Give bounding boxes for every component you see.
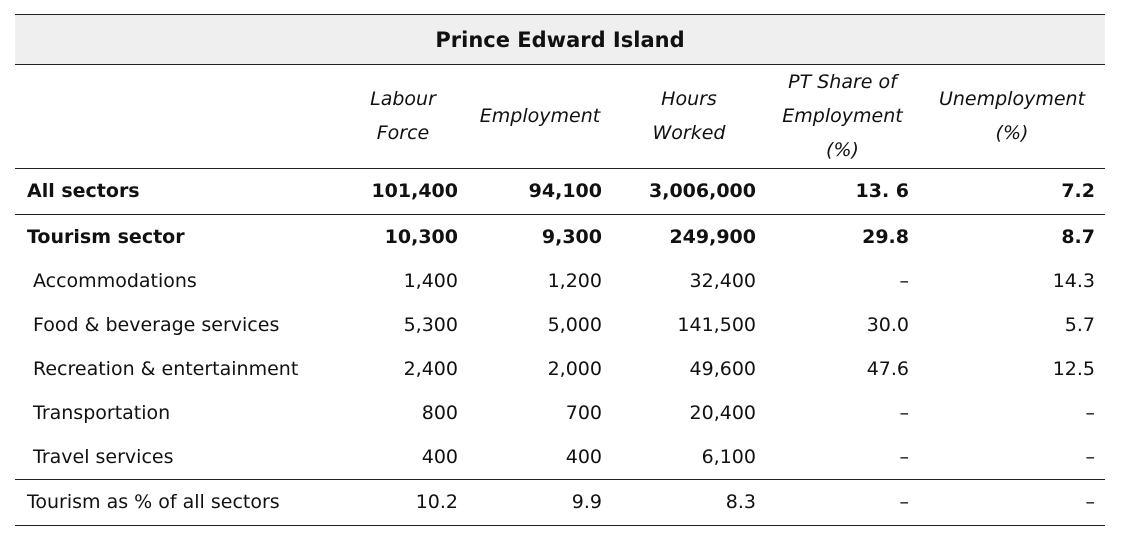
cell-unemployment: 12.5	[1052, 357, 1095, 380]
row-label: All sectors	[15, 168, 338, 214]
cell-hours-worked: 49,600	[689, 357, 756, 380]
header-line: Unemployment	[938, 88, 1086, 111]
cell-unemployment: 5.7	[1064, 313, 1095, 336]
table-row-tourism-sector	[15, 214, 1105, 259]
table-row	[15, 435, 1105, 480]
header-line: Force	[376, 122, 430, 145]
cell-unemployment: 8.7	[1061, 225, 1095, 248]
data-table	[15, 65, 1105, 526]
cell-employment: 400	[468, 435, 612, 480]
table-row-all-sectors	[15, 168, 1105, 214]
table-row	[15, 347, 1105, 391]
table-row	[15, 391, 1105, 435]
tourism-table-container	[15, 14, 1105, 526]
cell-hours-worked: 8.3	[612, 479, 766, 525]
header-line: Worked	[652, 122, 726, 145]
cell-hours-worked: 32,400	[689, 269, 756, 292]
cell-employment: 94,100	[468, 168, 612, 214]
cell-unemployment: 14.3	[1052, 269, 1095, 292]
cell-labour-force: 10.2	[338, 479, 468, 525]
row-label: Travel services	[15, 435, 338, 480]
cell-labour-force: 1,400	[403, 269, 458, 292]
cell-labour-force: 101,400	[338, 168, 468, 214]
cell-employment: 5,000	[547, 313, 602, 336]
header-line: Employment	[782, 105, 903, 128]
cell-hours-worked: 6,100	[612, 435, 766, 480]
cell-labour-force: 2,400	[403, 357, 458, 380]
header-pt-share	[766, 65, 919, 168]
cell-hours-worked: 141,500	[677, 313, 756, 336]
cell-unemployment: 7.2	[919, 168, 1105, 214]
header-line: Hours	[661, 88, 717, 111]
cell-pt-share: –	[899, 401, 909, 424]
table-title: Prince Edward Island	[15, 14, 1105, 65]
cell-unemployment: –	[919, 435, 1105, 480]
cell-employment: 9.9	[468, 479, 612, 525]
header-unemployment	[919, 65, 1105, 168]
cell-hours-worked: 249,900	[669, 225, 756, 248]
cell-pt-share: 30.0	[866, 313, 909, 336]
row-label: Tourism sector	[27, 225, 185, 248]
row-label: Tourism as % of all sectors	[15, 479, 338, 525]
cell-pt-share: –	[766, 435, 919, 480]
row-label: Transportation	[33, 401, 171, 424]
header-row	[15, 65, 1105, 168]
cell-employment: 2,000	[547, 357, 602, 380]
cell-pt-share: 13. 6	[766, 168, 919, 214]
header-hours-worked	[612, 65, 766, 168]
header-employment	[468, 65, 612, 168]
table-row	[15, 259, 1105, 303]
cell-labour-force: 800	[421, 401, 458, 424]
header-line: Employment	[479, 105, 601, 128]
cell-pt-share: –	[766, 479, 919, 525]
cell-unemployment: –	[1085, 401, 1095, 424]
cell-employment: 700	[565, 401, 602, 424]
cell-unemployment: –	[919, 479, 1105, 525]
table-row-tourism-share	[15, 479, 1105, 525]
header-line: (%)	[995, 122, 1029, 145]
cell-labour-force: 400	[338, 435, 468, 480]
cell-labour-force: 5,300	[403, 313, 458, 336]
header-labour-force	[338, 65, 468, 168]
row-label: Recreation & entertainment	[33, 357, 299, 380]
row-label: Food & beverage services	[33, 313, 280, 336]
cell-pt-share: –	[899, 269, 909, 292]
table-row	[15, 303, 1105, 347]
cell-pt-share: 47.6	[866, 357, 909, 380]
header-line: PT Share of	[788, 71, 897, 94]
cell-hours-worked: 3,006,000	[612, 168, 766, 214]
header-label-blank	[15, 65, 338, 168]
cell-employment: 1,200	[547, 269, 602, 292]
cell-pt-share: 29.8	[862, 225, 909, 248]
header-line: (%)	[826, 139, 859, 162]
cell-hours-worked: 20,400	[689, 401, 756, 424]
header-line: Labour	[370, 88, 436, 111]
cell-labour-force: 10,300	[384, 225, 458, 248]
row-label: Accommodations	[33, 269, 197, 292]
cell-employment: 9,300	[541, 225, 602, 248]
